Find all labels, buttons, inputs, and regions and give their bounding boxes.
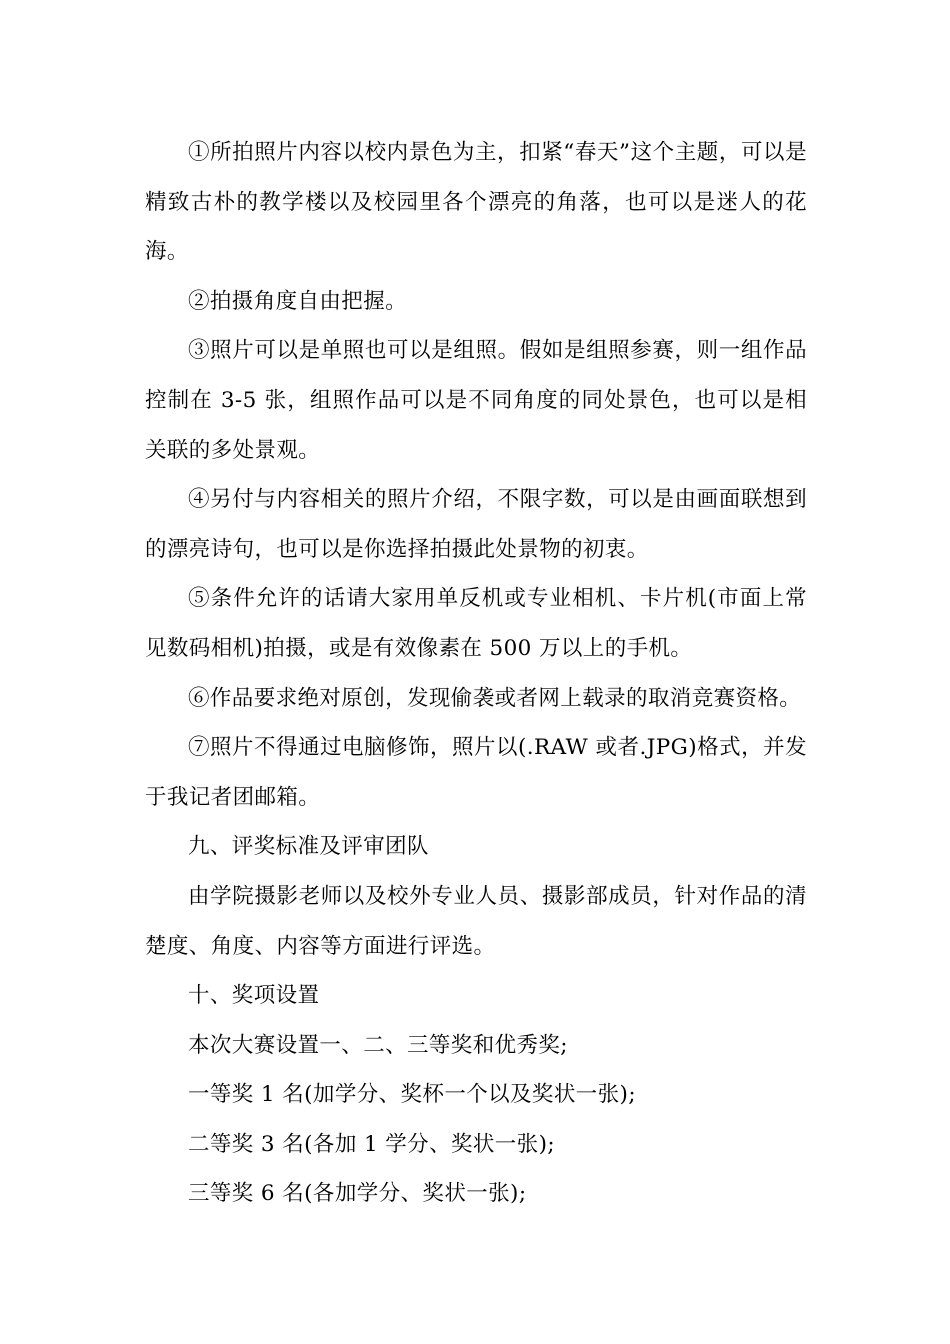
section-heading-awards: 十、奖项设置 [188,983,320,1009]
rule-paragraph-5: ⑤条件允许的话请大家用单反机或专业相机、卡片机(市面上常见数码相机)拍摄，或是有效像素在 500 万以上的手机。 [145,586,807,661]
rule-paragraph-1: ①所拍照片内容以校内景色为主，扣紧“春天”这个主题，可以是精致古朴的教学楼以及校园里各个漂亮的角落，也可以是迷人的花海。 [145,140,807,265]
section-heading-judging: 九、评奖标准及评审团队 [188,834,429,860]
first-prize-item: 一等奖 1 名(加学分、奖杯一个以及奖状一张); [188,1082,636,1108]
document-body [145,128,807,1219]
rule-paragraph-4: ④另付与内容相关的照片介绍，不限字数，可以是由画面联想到的漂亮诗句，也可以是你选择拍摄此处景物的初衷。 [145,487,807,562]
judging-paragraph: 由学院摄影老师以及校外专业人员、摄影部成员，针对作品的清楚度、角度、内容等方面进行评选。 [145,883,807,959]
rule-paragraph-3: ③照片可以是单照也可以是组照。假如是组照参赛，则一组作品控制在 3-5 张，组照作品可以是不同角度的同处景色，也可以是相关联的多处景观。 [145,338,807,463]
rule-paragraph-2: ②拍摄角度自由把握。 [188,288,408,314]
third-prize-item: 三等奖 6 名(各加学分、奖状一张); [188,1181,527,1207]
rule-paragraph-6: ⑥作品要求绝对原创，发现偷袭或者网上载录的取消竞赛资格。 [188,685,802,711]
second-prize-item: 二等奖 3 名(各加 1 学分、奖状一张); [188,1131,556,1157]
awards-intro: 本次大赛设置一、二、三等奖和优秀奖; [188,1032,568,1058]
rule-paragraph-7: ⑦照片不得通过电脑修饰，照片以(.RAW 或者.JPG)格式，并发于我记者团邮箱。 [145,735,807,810]
